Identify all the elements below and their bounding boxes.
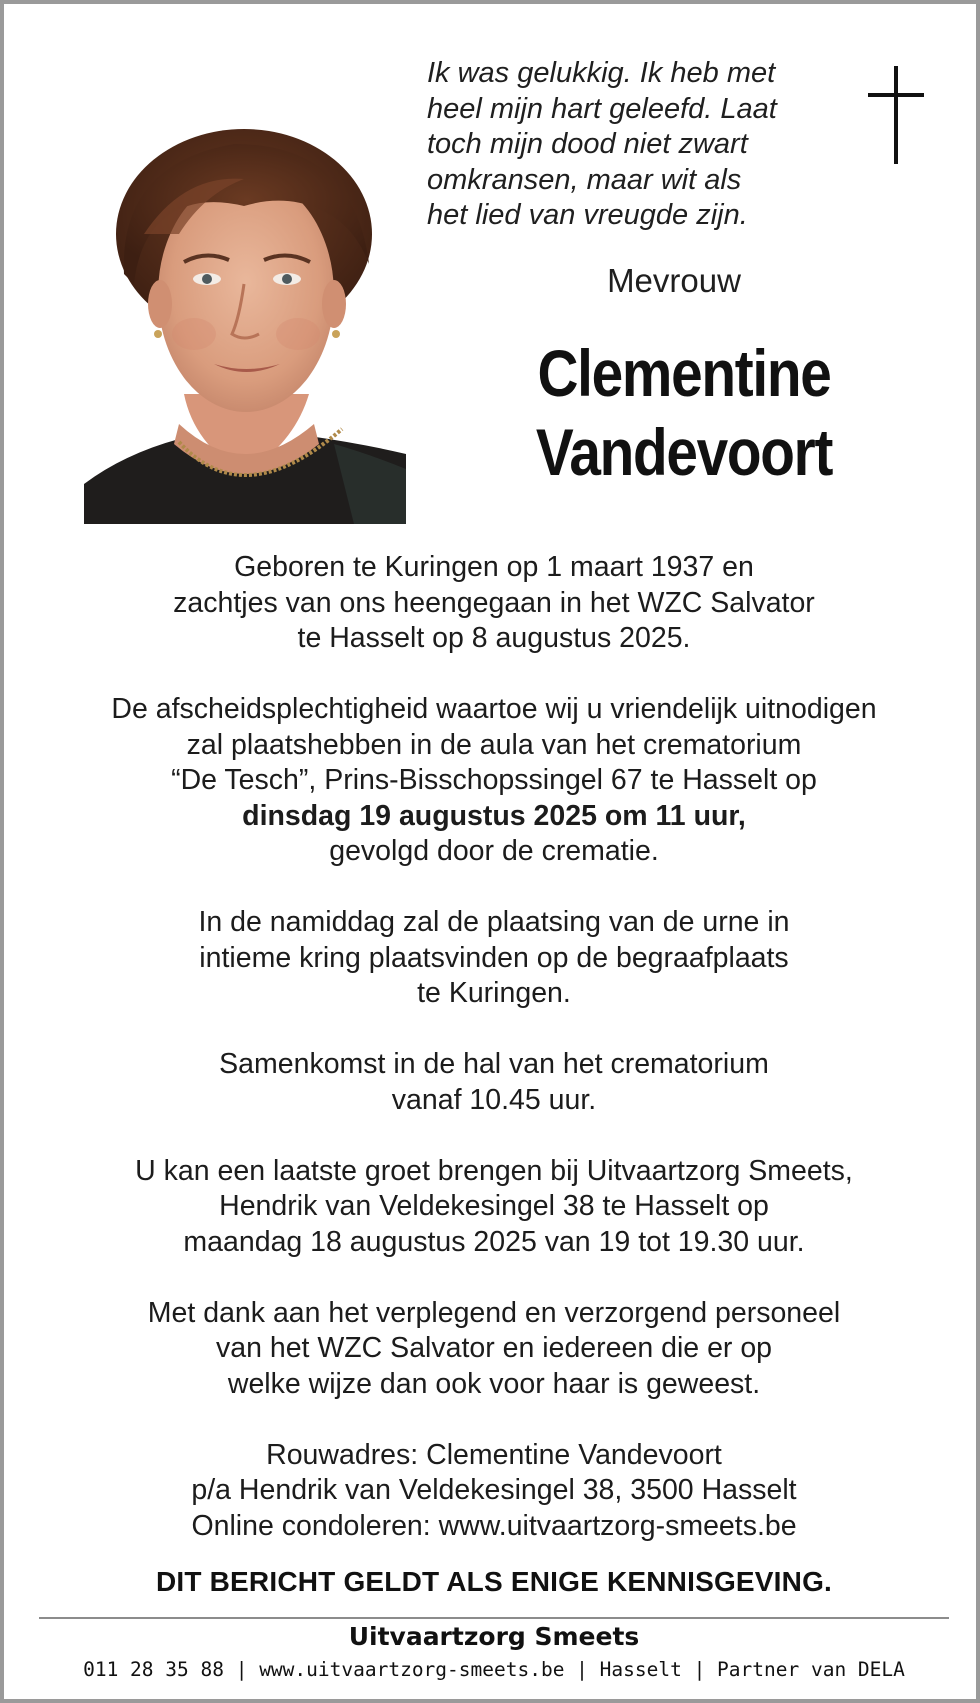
birth-paragraph [34,550,954,657]
ceremony-paragraph [34,692,954,870]
text-line: zal plaatshebben in de aula van het crematorium [186,728,802,761]
text-line: Hendrik van Veldekesingel 38 te Hasselt op [219,1190,769,1222]
notice-statement: DIT BERICHT GELDT ALS ENIGE KENNISGEVING. [155,1566,833,1597]
deceased-name [503,334,864,492]
text-line: van het WZC Salvator en iedereen die er op [215,1332,773,1364]
gathering-paragraph [34,1047,954,1118]
poem-line: het lied van vreugde zijn. [427,199,748,231]
cross-icon [868,66,924,164]
last-name: Vandevoort [535,415,833,489]
text-line: maandag 18 augustus 2025 van 19 tot 19.30 uur. [183,1225,805,1258]
poem-line: Ik was gelukkig. Ik heb met [427,57,776,89]
text-line: zachtjes van ons heengegaan in het WZC Salvator [173,586,815,619]
text-line: gevolgd door de crematie. [329,835,659,867]
text-line: In de namiddag zal de plaatsing van de urne in [198,906,790,938]
text-line: Online condoleren: www.uitvaartzorg-smeets.be [191,1509,797,1542]
text-line: De afscheidsplechtigheid waartoe wij u vriendelijk uitnodigen [111,693,877,725]
first-name: Clementine [537,336,831,410]
text-line: “De Tesch”, Prins-Bisschopssingel 67 te Hasselt op [171,764,817,796]
poem-quote [427,56,827,234]
text-line: intieme kring plaatsvinden op de begraafplaats [199,941,789,974]
address-paragraph [34,1438,954,1545]
visitation-paragraph [34,1154,954,1261]
text-line: Geboren te Kuringen op 1 maart 1937 en [234,551,754,583]
text-line: te Hasselt op 8 augustus 2025. [297,622,691,654]
text-line: U kan een laatste groet brengen bij Uitvaartzorg Smeets, [135,1154,853,1187]
text-line: Rouwadres: Clementine Vandevoort [266,1438,722,1471]
poem-line: toch mijn dood niet zwart [427,128,748,160]
text-line: p/a Hendrik van Veldekesingel 38, 3500 Hasselt [191,1474,797,1506]
text-line: te Kuringen. [417,977,571,1009]
thanks-paragraph [34,1296,954,1403]
funeral-company-name: Uitvaartzorg Smeets [348,1622,640,1651]
footer-divider [39,1617,949,1619]
announcement-body [34,550,954,1580]
poem-line: omkransen, maar wit als [427,163,742,196]
urn-paragraph [34,905,954,1012]
text-line: welke wijze dan ook voor haar is geweest. [227,1367,761,1400]
funeral-company-contact: 011 28 35 88 | www.uitvaartzorg-smeets.be | Hasselt | Partner van DELA [83,1658,905,1681]
text-line: vanaf 10.45 uur. [391,1083,597,1116]
ceremony-date: dinsdag 19 augustus 2025 om 11 uur, [242,799,746,832]
portrait-illustration [84,124,406,524]
honorific: Mevrouw [607,262,741,299]
text-line: Met dank aan het verplegend en verzorgend personeel [147,1296,841,1329]
poem-line: heel mijn hart geleefd. Laat [427,92,777,125]
text-line: Samenkomst in de hal van het crematorium [219,1048,769,1080]
portrait-photo [84,124,406,524]
